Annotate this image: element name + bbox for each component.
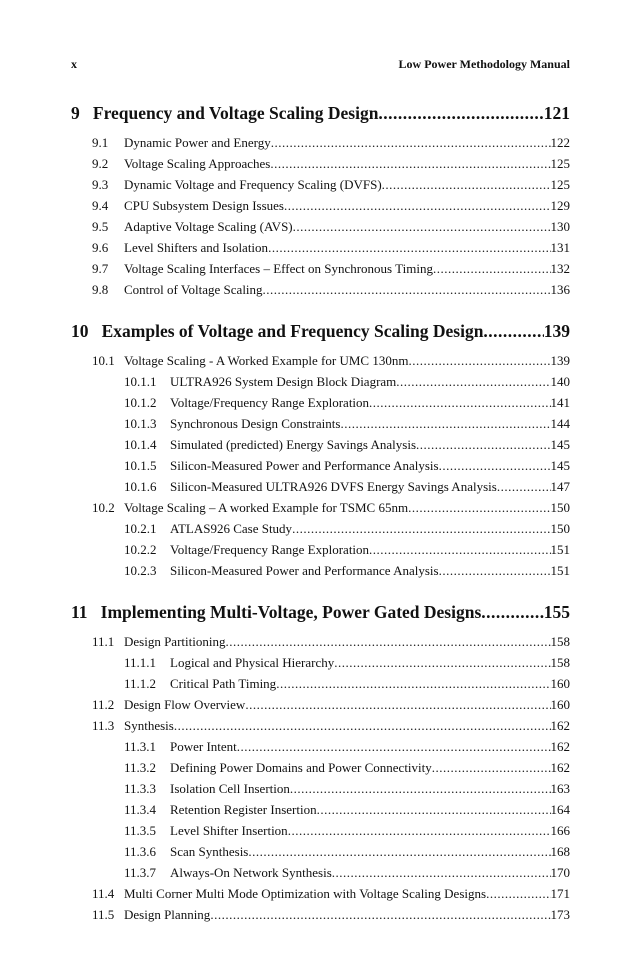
- toc-subsection-11-1-1[interactable]: [71, 652, 570, 673]
- entry-title: Adaptive Voltage Scaling (AVS): [124, 219, 293, 234]
- running-header: [71, 57, 570, 73]
- entry-page-number: 150: [550, 500, 570, 515]
- entry-title: Voltage Scaling Interfaces – Effect on Synchronous Timing: [124, 261, 433, 276]
- entry-number: 10.1: [92, 353, 115, 368]
- entry-page-number: 166: [550, 823, 570, 838]
- chapter-heading-9[interactable]: [71, 100, 570, 126]
- entry-title: Voltage Scaling Approaches: [124, 156, 271, 171]
- toc-section-11-5[interactable]: [71, 904, 570, 925]
- dot-leader: [292, 518, 550, 539]
- entry-number: 9.3: [92, 177, 109, 192]
- entry-title: Examples of Voltage and Frequency Scaling Design: [101, 321, 484, 341]
- entry-title: Critical Path Timing: [170, 676, 277, 691]
- entry-title: Voltage Scaling – A worked Example for TSMC 65nm: [124, 500, 409, 515]
- entry-title: Silicon-Measured Power and Performance Analysis: [170, 458, 439, 473]
- dot-leader: [486, 883, 550, 904]
- dot-leader: [245, 694, 550, 715]
- entry-number: 9.7: [92, 261, 109, 276]
- entry-page-number: 162: [550, 760, 570, 775]
- entry-number: 11.3.3: [124, 781, 157, 796]
- entry-title: CPU Subsystem Design Issues: [124, 198, 284, 213]
- toc-section-11-2[interactable]: [71, 694, 570, 715]
- entry-number: 11.3.7: [124, 865, 157, 880]
- entry-title: Control of Voltage Scaling: [124, 282, 263, 297]
- toc-section-9-1[interactable]: [71, 132, 570, 153]
- entry-title: Design Flow Overview: [124, 697, 246, 712]
- entry-number: 10.1.6: [124, 479, 157, 494]
- entry-title: Retention Register Insertion: [170, 802, 317, 817]
- entry-number: 9.8: [92, 282, 109, 297]
- dot-leader: [225, 631, 550, 652]
- toc-subsection-10-1-5[interactable]: [71, 455, 570, 476]
- entry-title: Synthesis: [124, 718, 174, 733]
- dot-leader: [416, 434, 551, 455]
- chapter-heading-10[interactable]: [71, 318, 570, 344]
- entry-number: 10.2.2: [124, 542, 157, 557]
- dot-leader: [481, 599, 543, 625]
- entry-page-number: 125: [550, 177, 570, 192]
- dot-leader: [382, 174, 551, 195]
- toc-section-9-2[interactable]: [71, 153, 570, 174]
- toc-section-9-5[interactable]: [71, 216, 570, 237]
- entry-number: 10.1.5: [124, 458, 157, 473]
- toc-subsection-11-3-4[interactable]: [71, 799, 570, 820]
- entry-title: Silicon-Measured Power and Performance Analysis: [170, 563, 439, 578]
- entry-number: 10.1.1: [124, 374, 157, 389]
- toc-subsection-11-3-3[interactable]: [71, 778, 570, 799]
- entry-number: 10: [71, 321, 89, 341]
- dot-leader: [248, 841, 550, 862]
- entry-title: Design Partitioning: [124, 634, 226, 649]
- entry-title: Voltage Scaling - A Worked Example for UMC 130nm: [124, 353, 409, 368]
- entry-title: ULTRA926 System Design Block Diagram: [170, 374, 397, 389]
- dot-leader: [497, 476, 551, 497]
- entry-page-number: 131: [550, 240, 570, 255]
- dot-leader: [276, 673, 550, 694]
- entry-page-number: 160: [550, 697, 570, 712]
- entry-number: 11.3: [92, 718, 115, 733]
- dot-leader: [284, 195, 551, 216]
- toc-subsection-10-2-1[interactable]: [71, 518, 570, 539]
- entry-number: 11.1.1: [124, 655, 157, 670]
- toc-section-10-1[interactable]: [71, 350, 570, 371]
- dot-leader: [483, 318, 543, 344]
- entry-page-number: 158: [550, 655, 570, 670]
- toc-section-11-1[interactable]: [71, 631, 570, 652]
- entry-page-number: 160: [550, 676, 570, 691]
- entry-page-number: 170: [550, 865, 570, 880]
- entry-page-number: 164: [550, 802, 570, 817]
- entry-number: 10.2: [92, 500, 115, 515]
- entry-page-number: 125: [550, 156, 570, 171]
- entry-number: 11.3.2: [124, 760, 157, 775]
- dot-leader: [271, 132, 551, 153]
- toc-section-9-8[interactable]: [71, 279, 570, 300]
- entry-title: Design Planning: [124, 907, 211, 922]
- toc-subsection-10-1-1[interactable]: [71, 371, 570, 392]
- dot-leader: [210, 904, 550, 925]
- entry-title: Silicon-Measured ULTRA926 DVFS Energy Savings Analysis: [170, 479, 497, 494]
- entry-page-number: 162: [550, 718, 570, 733]
- entry-title: Frequency and Voltage Scaling Design: [92, 103, 379, 123]
- toc-subsection-11-3-2[interactable]: [71, 757, 570, 778]
- entry-title: Synchronous Design Constraints: [170, 416, 341, 431]
- entry-page-number: 122: [550, 135, 570, 150]
- dot-leader: [288, 820, 551, 841]
- dot-leader: [293, 216, 551, 237]
- entry-number: 11.3.5: [124, 823, 157, 838]
- entry-number: 10.1.4: [124, 437, 157, 452]
- toc-section-10-2[interactable]: [71, 497, 570, 518]
- entry-page-number: 151: [550, 563, 570, 578]
- dot-leader: [408, 350, 550, 371]
- entry-page-number: 155: [543, 602, 570, 622]
- entry-number: 11.1: [92, 634, 115, 649]
- entry-page-number: 168: [550, 844, 570, 859]
- toc-section-9-6[interactable]: [71, 237, 570, 258]
- entry-title: Implementing Multi-Voltage, Power Gated Designs: [100, 602, 482, 622]
- dot-leader: [317, 799, 551, 820]
- entry-page-number: 136: [550, 282, 570, 297]
- toc-section-9-7[interactable]: [71, 258, 570, 279]
- toc-subsection-10-1-2[interactable]: [71, 392, 570, 413]
- entry-number: 9: [71, 103, 80, 123]
- dot-leader: [270, 153, 550, 174]
- chapter-heading-11[interactable]: [71, 599, 570, 625]
- entry-page-number: 151: [550, 542, 570, 557]
- entry-title: Voltage/Frequency Range Exploration: [170, 395, 370, 410]
- toc-section-9-4[interactable]: [71, 195, 570, 216]
- entry-number: 9.5: [92, 219, 109, 234]
- entry-page-number: 162: [550, 739, 570, 754]
- page-number-roman: x: [71, 57, 77, 71]
- entry-page-number: 145: [550, 458, 570, 473]
- dot-leader: [439, 560, 551, 581]
- entry-page-number: 158: [550, 634, 570, 649]
- dot-leader: [369, 392, 550, 413]
- entry-page-number: 145: [550, 437, 570, 452]
- entry-number: 11.3.4: [124, 802, 157, 817]
- dot-leader: [332, 862, 551, 883]
- entry-page-number: 121: [543, 103, 570, 123]
- dot-leader: [334, 652, 550, 673]
- entry-number: 9.6: [92, 240, 109, 255]
- entry-page-number: 139: [550, 353, 570, 368]
- entry-number: 10.2.3: [124, 563, 157, 578]
- entry-title: Level Shifters and Isolation: [124, 240, 269, 255]
- entry-number: 11.3.6: [124, 844, 157, 859]
- entry-number: 9.1: [92, 135, 109, 150]
- toc-subsection-10-1-6[interactable]: [71, 476, 570, 497]
- entry-title: Dynamic Power and Energy: [124, 135, 271, 150]
- entry-title: Multi Corner Multi Mode Optimization with Voltage Scaling Designs: [124, 886, 487, 901]
- toc-subsection-11-3-7[interactable]: [71, 862, 570, 883]
- entry-page-number: 130: [550, 219, 570, 234]
- dot-leader: [174, 715, 551, 736]
- toc-subsection-10-2-2[interactable]: [71, 539, 570, 560]
- entry-page-number: 140: [550, 374, 570, 389]
- entry-number: 11.1.2: [124, 676, 157, 691]
- dot-leader: [396, 371, 550, 392]
- table-of-contents: [71, 100, 570, 925]
- toc-section-11-4[interactable]: [71, 883, 570, 904]
- dot-leader: [432, 757, 551, 778]
- dot-leader: [237, 736, 551, 757]
- entry-page-number: 163: [550, 781, 570, 796]
- entry-page-number: 139: [543, 321, 570, 341]
- entry-number: 11.2: [92, 697, 115, 712]
- entry-page-number: 129: [550, 198, 570, 213]
- entry-title: Logical and Physical Hierarchy: [170, 655, 335, 670]
- entry-number: 11.4: [92, 886, 115, 901]
- entry-page-number: 141: [550, 395, 570, 410]
- entry-title: Isolation Cell Insertion: [170, 781, 290, 796]
- dot-leader: [408, 497, 550, 518]
- entry-title: Power Intent: [170, 739, 237, 754]
- dot-leader: [439, 455, 551, 476]
- toc-subsection-10-2-3[interactable]: [71, 560, 570, 581]
- entry-page-number: 147: [550, 479, 570, 494]
- entry-page-number: 171: [550, 886, 570, 901]
- toc-subsection-11-3-5[interactable]: [71, 820, 570, 841]
- entry-title: Always-On Network Synthesis: [170, 865, 332, 880]
- entry-title: Defining Power Domains and Power Connectivity: [170, 760, 432, 775]
- toc-subsection-10-1-4[interactable]: [71, 434, 570, 455]
- entry-number: 9.4: [92, 198, 109, 213]
- toc-section-11-3[interactable]: [71, 715, 570, 736]
- entry-title: Level Shifter Insertion: [170, 823, 288, 838]
- entry-page-number: 132: [550, 261, 570, 276]
- entry-title: ATLAS926 Case Study: [170, 521, 293, 536]
- dot-leader: [433, 258, 551, 279]
- entry-title: Voltage/Frequency Range Exploration: [170, 542, 370, 557]
- dot-leader: [290, 778, 551, 799]
- toc-subsection-11-3-6[interactable]: [71, 841, 570, 862]
- entry-number: 11.5: [92, 907, 115, 922]
- book-title: Low Power Methodology Manual: [398, 57, 570, 71]
- dot-leader: [369, 539, 550, 560]
- entry-number: 10.1.2: [124, 395, 157, 410]
- entry-title: Scan Synthesis: [170, 844, 249, 859]
- entry-page-number: 144: [550, 416, 570, 431]
- dot-leader: [340, 413, 550, 434]
- dot-leader: [378, 100, 543, 126]
- entry-page-number: 173: [550, 907, 570, 922]
- dot-leader: [268, 237, 550, 258]
- toc-subsection-11-1-2[interactable]: [71, 673, 570, 694]
- entry-title: Simulated (predicted) Energy Savings Analysis: [170, 437, 416, 452]
- toc-subsection-10-1-3[interactable]: [71, 413, 570, 434]
- entry-number: 11: [71, 602, 88, 622]
- entry-number: 9.2: [92, 156, 109, 171]
- dot-leader: [263, 279, 551, 300]
- entry-page-number: 150: [550, 521, 570, 536]
- entry-number: 10.2.1: [124, 521, 157, 536]
- entry-number: 10.1.3: [124, 416, 157, 431]
- toc-section-9-3[interactable]: [71, 174, 570, 195]
- entry-number: 11.3.1: [124, 739, 157, 754]
- toc-subsection-11-3-1[interactable]: [71, 736, 570, 757]
- entry-title: Dynamic Voltage and Frequency Scaling (DVFS): [124, 177, 382, 192]
